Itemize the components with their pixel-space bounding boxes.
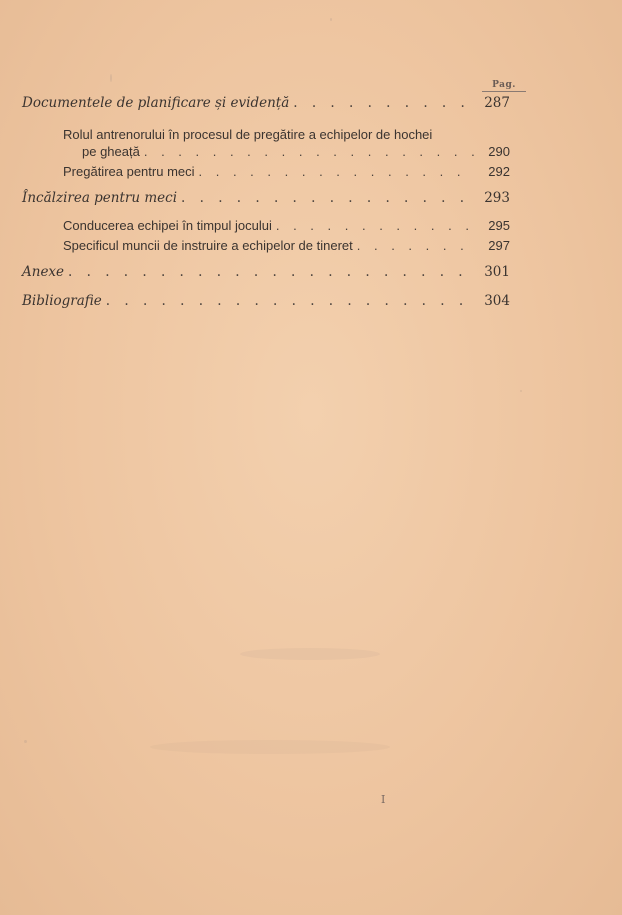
- toc-entry-page: 304: [484, 293, 510, 309]
- toc-entry: [22, 264, 510, 284]
- toc-entry-page: 293: [484, 190, 510, 206]
- toc-entry: [63, 218, 510, 238]
- paper-speck: [110, 74, 112, 82]
- toc-entry: [82, 144, 510, 164]
- dot-leader: [357, 238, 474, 253]
- paper-stain: [240, 648, 380, 660]
- toc-entry-page: 297: [488, 238, 510, 253]
- toc-entry: [22, 190, 510, 210]
- dot-leader: [144, 144, 474, 159]
- dot-leader: [181, 190, 474, 206]
- toc-entry-page: 295: [488, 218, 510, 233]
- toc-entry-page: 290: [488, 144, 510, 159]
- page-folio: I: [381, 793, 386, 806]
- paper-speck: [330, 18, 332, 21]
- toc-entry-title: Specificul muncii de instruire a echipelor de tineret: [63, 238, 353, 253]
- dot-leader: [293, 95, 474, 111]
- toc-entry-title-line1: Rolul antrenorului în procesul de pregătire a echipelor de hochei: [63, 127, 433, 142]
- dot-leader: [276, 218, 474, 233]
- toc-entry: [22, 293, 510, 313]
- toc-entry-title: Conducerea echipei în timpul jocului: [63, 218, 272, 233]
- toc-entry-page: 301: [484, 264, 510, 280]
- toc-entry-title: Documentele de planificare și evidență: [22, 95, 290, 111]
- toc-entry: [22, 95, 510, 115]
- toc-entry-title: Bibliografie: [22, 293, 102, 309]
- paper-speck: [24, 740, 27, 743]
- toc-entry-title: Pregătirea pentru meci: [63, 164, 195, 179]
- toc-entry-page: 287: [484, 95, 510, 111]
- dot-leader: [106, 293, 474, 309]
- toc-entry-title: Încălzirea pentru meci: [22, 190, 178, 206]
- toc-entry: [63, 238, 510, 258]
- dot-leader: [199, 164, 474, 179]
- toc-entry-page: 292: [488, 164, 510, 179]
- page-column-header: Pag.: [482, 80, 526, 92]
- dot-leader: [68, 264, 474, 280]
- toc-entry-title: pe gheață: [82, 144, 140, 159]
- paper-stain: [150, 740, 390, 754]
- toc-entry-title: Anexe: [22, 264, 65, 280]
- toc-entry: [63, 164, 510, 184]
- paper-speck: [520, 390, 522, 392]
